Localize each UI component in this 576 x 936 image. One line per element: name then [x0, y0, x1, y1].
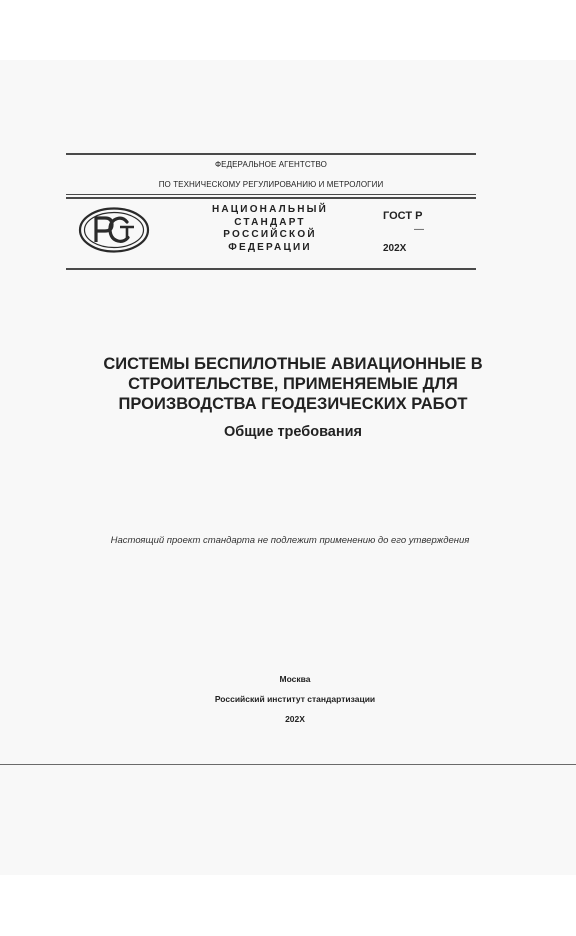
- title-line-2: СТРОИТЕЛЬСТВЕ, ПРИМЕНЯЕМЫЕ ДЛЯ: [128, 375, 458, 393]
- document-title: [80, 354, 506, 414]
- bottom-page-rule: [0, 764, 576, 765]
- upper-rule-thin: [66, 194, 476, 195]
- rst-certification-logo-icon: [78, 206, 150, 254]
- standard-year: 202X: [383, 243, 407, 254]
- draft-notice: Настоящий проект стандарта не подлежит применению до его утверждения: [110, 535, 470, 546]
- national-line-2: СТАНДАРТ: [234, 216, 306, 228]
- imprint-year: 202X: [285, 714, 305, 724]
- imprint-publisher: Российский институт стандартизации: [214, 694, 376, 704]
- top-rule: [66, 153, 476, 155]
- national-line-1: НАЦИОНАЛЬНЫЙ: [211, 204, 329, 215]
- standard-number-dash: —: [414, 224, 424, 235]
- agency-name-line2: ПО ТЕХНИЧЕСКОМУ РЕГУЛИРОВАНИЮ И МЕТРОЛОГИИ: [158, 180, 384, 189]
- national-line-4: ФЕДЕРАЦИИ: [228, 241, 312, 253]
- upper-rule-thick: [66, 197, 476, 199]
- national-line-3: РОССИЙСКОЙ: [223, 229, 317, 240]
- imprint-city: Москва: [279, 674, 311, 684]
- standard-code: ГОСТ Р: [383, 210, 423, 222]
- lower-rule: [66, 268, 476, 270]
- title-line-1: СИСТЕМЫ БЕСПИЛОТНЫЕ АВИАЦИОННЫЕ В: [103, 355, 483, 373]
- document-subtitle: Общие требования: [223, 424, 363, 440]
- title-line-3: ПРОИЗВОДСТВА ГЕОДЕЗИЧЕСКИХ РАБОТ: [118, 395, 468, 413]
- national-standard-label: [200, 204, 340, 254]
- agency-name-line1: ФЕДЕРАЛЬНОЕ АГЕНТСТВО: [214, 160, 327, 169]
